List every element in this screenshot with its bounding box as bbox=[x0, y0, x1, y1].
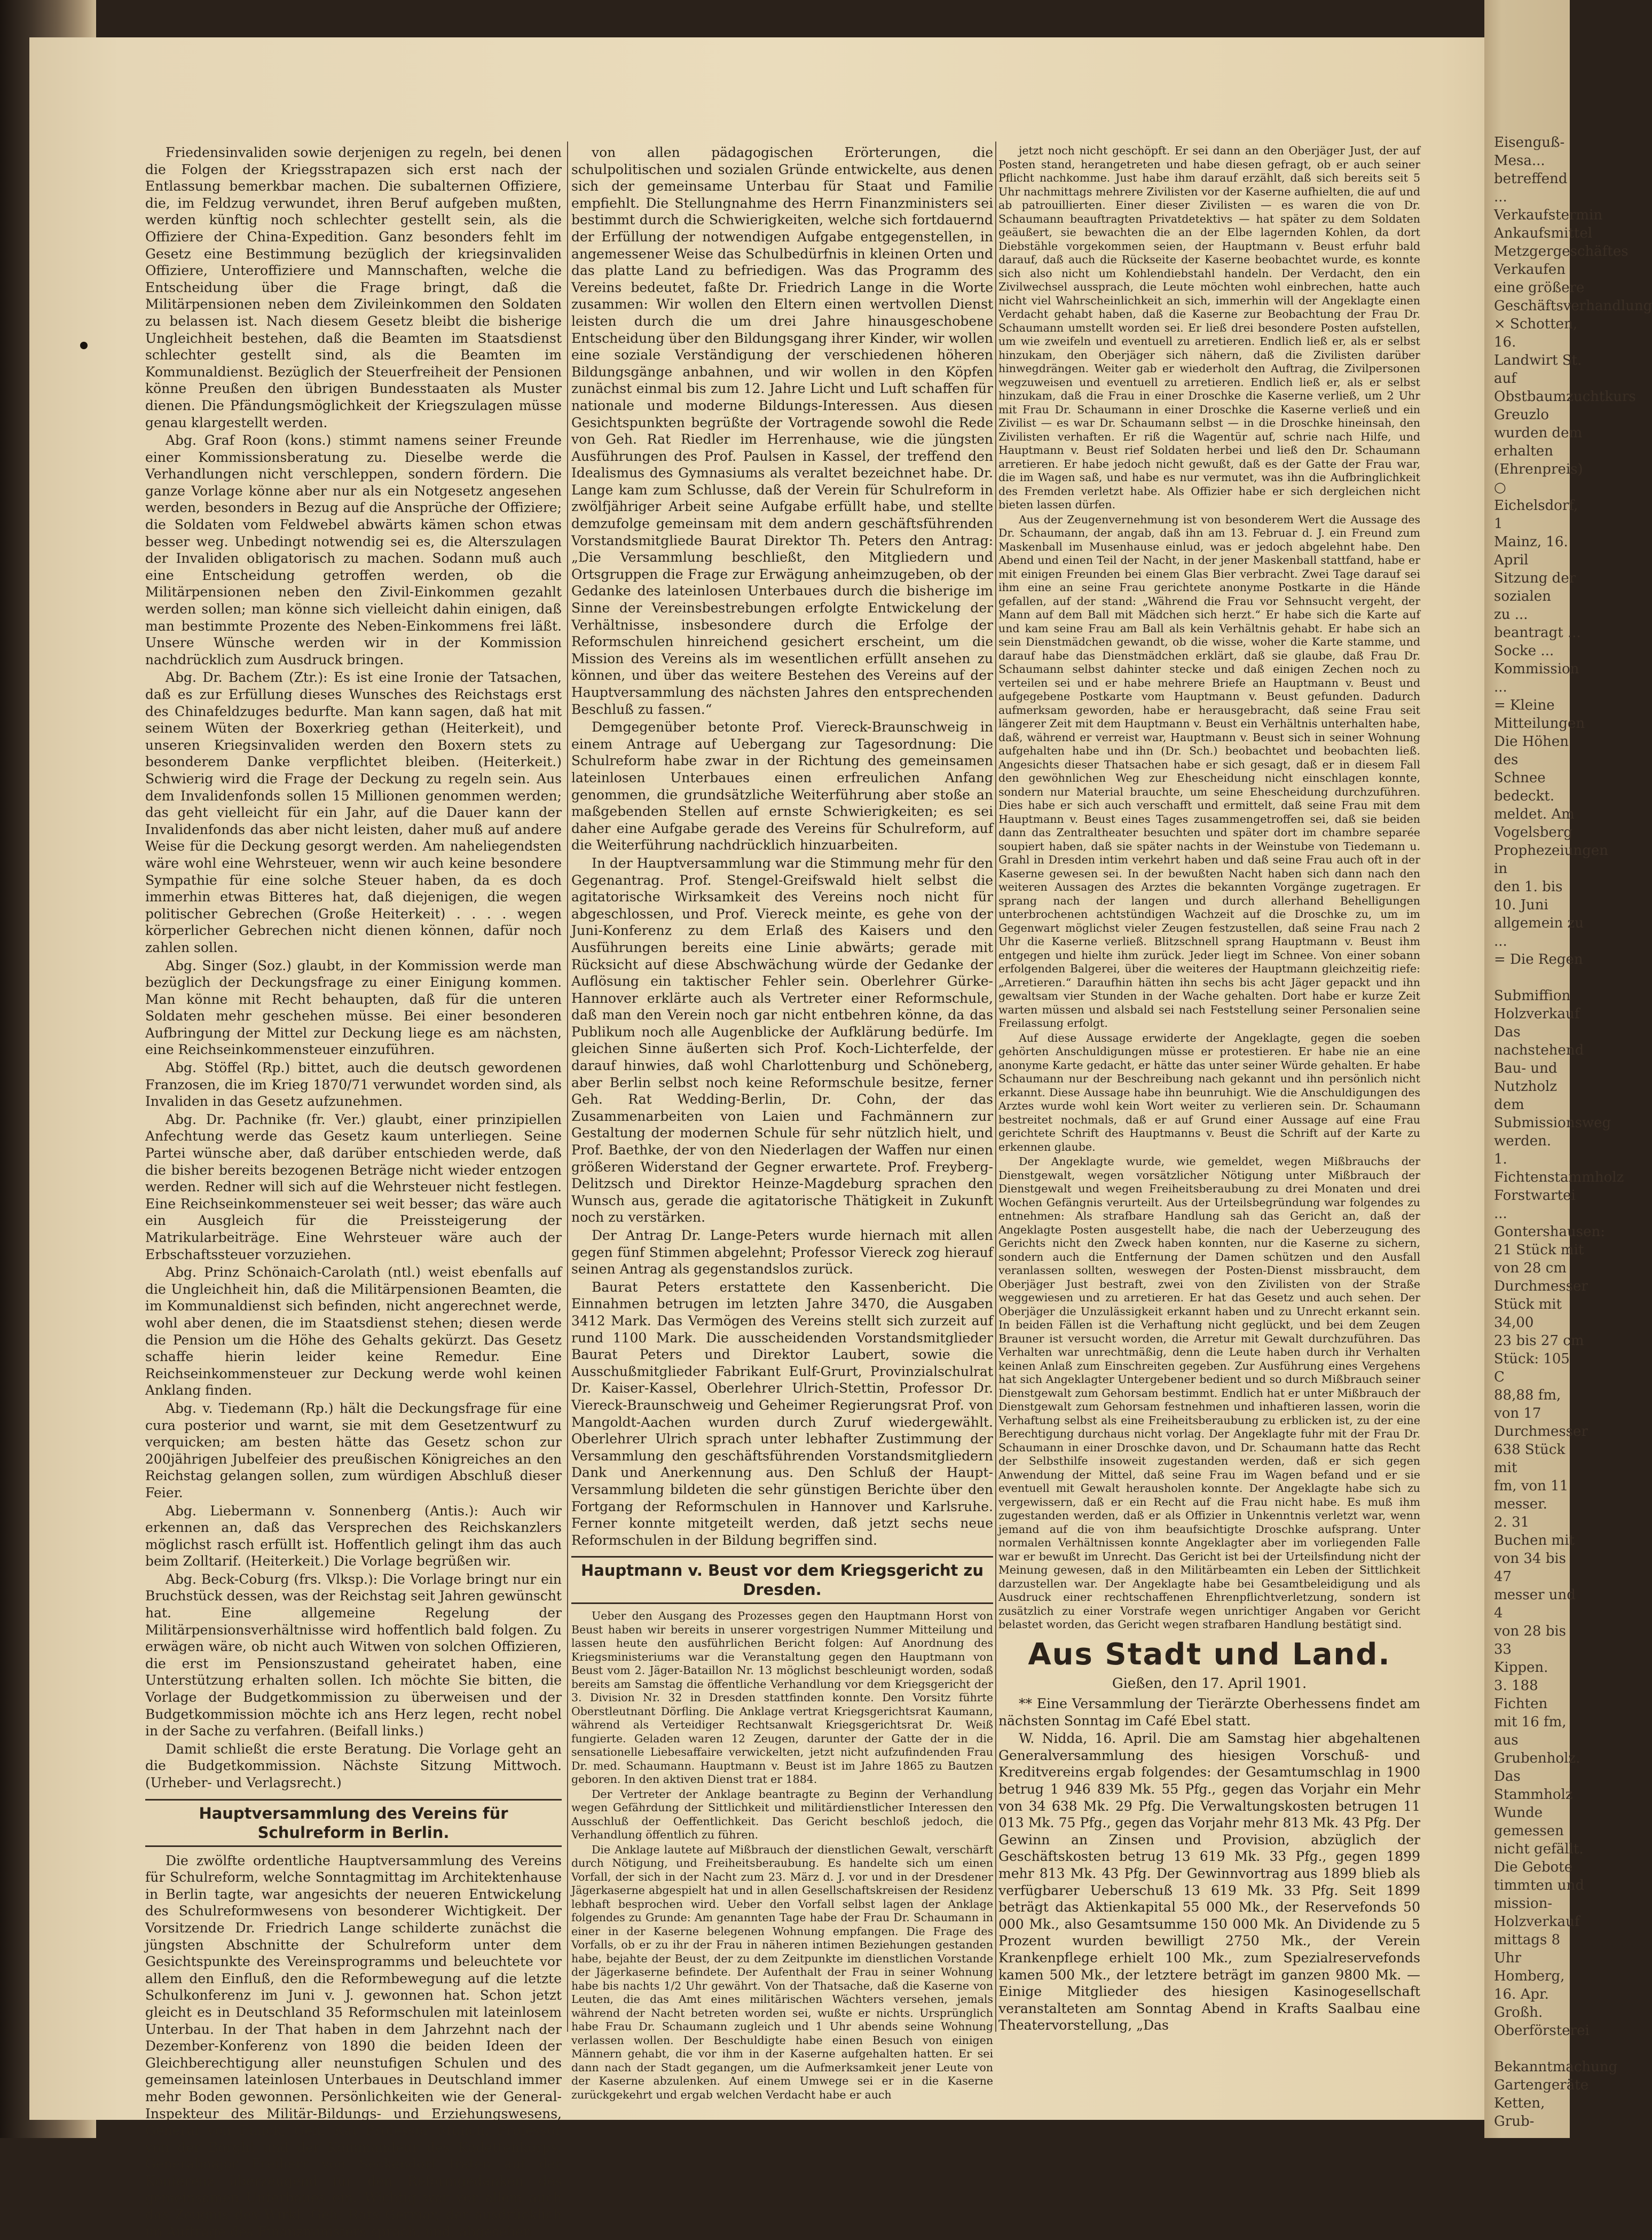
paragraph: Abg. Prinz Schönaich-Carolath (ntl.) weist ebenfalls auf die Ungleichheit hin, daß die Militärpensionen Beamten, die im Kommunaldienst sich befinden, nicht angerechnet werde, wohl aber denen, die im Staatsdienst stehen; diesen werde die Pension um die Höhe des Gehalts gekürzt. Das Gesetz schaffe hierin leider keine Remedur. Eine Reichseinkommensteuer zur Deckung werde wohl keinen Anklang finden. bbox=[145, 1264, 562, 1398]
binding-hole bbox=[80, 342, 88, 349]
paragraph: Abg. Stöffel (Rp.) bittet, auch die deutsch gewordenen Franzosen, die im Krieg 1870/71 verwundet worden sind, als Invaliden in das Gesetz aufzunehmen. bbox=[145, 1060, 562, 1110]
dateline: Gießen, den 17. April 1901. bbox=[1112, 1675, 1307, 1692]
paragraph: Abg. Dr. Pachnike (fr. Ver.) glaubt, einer prinzipiellen Anfechtung werde das Gesetz kaum unterliegen. Seine Partei wünsche aber, daß darüber entschieden werde, daß die bisher bereits bezogenen Beträge nicht wieder entzogen werden. Redner will sich auf die Wehrsteuer nicht festlegen. Eine Reichseinkommensteuer sei weit besser; das wäre auch ein Ausgleich für die Preissteigerung der Matrikularbeiträge. Eine Wehrsteuer wäre auch der Erbschaftssteuer vorzuziehen. bbox=[145, 1111, 562, 1262]
column-rule-2 bbox=[995, 142, 996, 2032]
paragraph: Abg. v. Tiedemann (Rp.) hält die Deckungsfrage für eine cura posterior und warnt, sie mit dem Gesetzentwurf zu verquicken; am besten hätte das Gesetz schon zur 200jährigen Jubelfeier des preußischen Königreiches an den Reichstag gelangen sollen, zum würdigen Abschluß dieser Feier. bbox=[145, 1400, 562, 1500]
paragraph: Die Anklage lautete auf Mißbrauch der dienstlichen Gewalt, verschärft durch Nötigung, und Freiheitsberaubung. Es handelte sich um einen Vorfall, der sich in der Nacht zum 23. März d. J. vor und in der Dresdener Jägerkaserne abgespielt hat und in allen Gesellschaftskreisen der Residenz lebhaft besprochen wird. Ueber den Vorfall selbst lagen der Anklage folgendes zu Grunde: Am genannten Tage habe der Frau Dr. Schaumann in einer in der Kaserne belegenen Wohnung empfangen. Die Frage des Vorfalls, ob er zu ihr der Frau in näheren intimen Beziehungen gestanden habe, bejahte der Beust, der zu dem Zeitpunkte im dienstlichen Vorstande der Jägerkaserne befindete. Der Aufenthalt der Frau in seiner Wohnung habe bis nachts 1/2 Uhr gewährt. Von der Thatsache, daß die Kaserne von Leuten, die das Amt eines militärischen Wächters versehen, jemals während der Nacht betreten worden sei, wußte er nichts. Ursprünglich habe Frau Dr. Schaumann zugleich und 1 Uhr abends seine Wohnung verlassen wollen. Der Beschuldigte habe einen Besuch von einigen Männern gehabt, die vor ihm in der Kaserne aufgehalten hatten. Er sei dann nach der Stadt gegangen, um die Aufmerksamkeit jener Leute von der Kaserne abzulenken. Auf einem Umwege sei er in die Kaserne zurückgekehrt und ergab welchen Verdacht habe er auch bbox=[571, 1843, 993, 2101]
paragraph: W. Nidda, 16. April. Die am Samstag hier abgehaltenen Generalversammlung des hiesigen Vorschuß- und Kreditvereins ergab folgendes: der Gesamtumschlag in 1900 betrug 1 946 839 Mk. 55 Pfg., gegen das Vorjahr ein Mehr von 34 638 Mk. 29 Pfg. Die Verwaltungskosten betrugen 11 013 Mk. 75 Pfg., gegen das Vorjahr mehr 813 Mk. 43 Pfg. Der Gewinn an Zinsen und Provision, abzüglich der Geschäftskosten betrug 13 619 Mk. 33 Pfg., gegen 1899 mehr 813 Mk. 43 Pfg. Der Gewinnvortrag aus 1899 blieb als verfügbarer Ueberschuß 13 619 Mk. 33 Pfg. Seit 1899 beträgt das Aktienkapital 55 000 Mk., der Reservefonds 50 000 Mk., also Gesamtsumme 150 000 Mk. An Dividende zu 5 Prozent wurden bewilligt 2750 Mk., der Verein Krankenpflege erhielt 100 Mk., zum Spezialreservefonds kamen 500 Mk., der letztere beträgt im ganzen 9800 Mk. — Einige Mitglieder des hiesigen Kasinogesellschaft veranstalteten am Sonntag Abend in Krafts Saalbau eine Theatervorstellung, „Das bbox=[998, 1731, 1420, 2033]
column-2 bbox=[571, 144, 993, 2101]
paragraph: Abg. Singer (Soz.) glaubt, in der Kommission werde man bezüglich der Deckungsfrage zu einer Einigung kommen. Man könne mit Recht behaupten, daß für die unteren Soldaten mehr geschehen müsse. Bei einer besonderen Aufbringung der Mittel zur Deckung liege es am nächsten, eine Reichseinkommensteuer einzuführen. bbox=[145, 957, 562, 1058]
paragraph: Der Vertreter der Anklage beantragte zu Beginn der Verhandlung wegen Gefährdung der Sittlichkeit und militärdienstlicher Interessen den Ausschluß der Oeffentlichkeit. Das Gericht beschloß jedoch, die Verhandlung öffentlich zu führen. bbox=[571, 1787, 993, 1842]
paragraph: Demgegenüber betonte Prof. Viereck-Braunschweig in einem Antrage auf Uebergang zur Tagesordnung: Die Schulreform habe zwar in der Richtung des gemeinsamen lateinlosen Unterbaues einen erfreulichen Anfang genommen, die grundsätzliche Weiterführung aber stoße an maßgebenden Stellen auf ernste Schwierigkeiten; es sei daher eine Aufgabe gerade des Vereins für Schulreform, auf die Weiterführung nachdrücklich hinzuarbeiten. bbox=[571, 719, 993, 853]
paragraph: von allen pädagogischen Erörterungen, die schulpolitischen und sozialen Gründe entwickelte, aus denen sich der gemeinsame Unterbau für Staat und Familie empfiehlt. Die Stellungnahme des Herrn Finanzministers sei bestimmt durch die Schwierigkeiten, welche sich fortdauernd der Erfüllung der notwendigen Aufgabe entgegenstellen, in angemessener Weise das Schulbedürfnis in kleinen Orten und das platte Land zu befriedigen. Was das Programm des Vereins bedeutet, faßte Dr. Friedrich Lange in die Worte zusammen: Wir wollen den Eltern einen wertvollen Dienst leisten durch die um drei Jahre hinausgeschobene Entscheidung über den Bildungsgang ihrer Kinder, wir wollen eine soziale Verständigung der verschiedenen höheren Bildungsgänge anbahnen, und wir wollen in den Köpfen zunächst einmal bis zum 12. Jahre Licht und Luft schaffen für nationale und moderne Bildungs-Interessen. Aus diesen Gesichtspunkten begrüßte der Vortragende sowohl die Rede von Geh. Rat Riedler im Herrenhause, wie die jüngsten Ausführungen des Prof. Paulsen in Kassel, der treffend den Idealismus des Gymnasiums als veraltet bezeichnet habe. Dr. Lange kam zum Schlusse, daß der Verein für Schulreform in zwölfjähriger Arbeit seine Aufgabe erfüllt habe, und stellte demzufolge gemeinsam mit dem andern geschäftsführenden Vorstandsmitgliede Baurat Direktor Th. Peters den Antrag: „Die Versammlung beschließt, den Mitgliedern und Ortsgruppen die Frage zur Erwägung anheimzugeben, ob der Gedanke des lateinlosen Unterbaues durch die bisherige im Sinne der Vereinsbestrebungen erfolgte Entwickelung der Verhältnisse, insbesondere durch die Erfolge der Reformschulen hinreichend gesichert erscheint, um die Mission des Vereins als im wesentlichen erfüllt ansehen zu können, und über das weitere Bestehen des Vereins auf der Hauptversammlung des nächsten Jahres den entsprechenden Beschluß zu fassen.“ bbox=[571, 145, 993, 717]
section-heading-kriegsgericht: Hauptmann v. Beust vor dem Kriegsgericht zu Dresden. bbox=[571, 1556, 993, 1604]
adjacent-page-fragments: Eisenguß-Mesa... betreffend ... Verkaufstermin Ankaufsmittel Metzgergeschäftes Verkaufen eine größere Geschäftsverhandlung × Schotten, 16. Landwirt St. auf Obstbaumzuchtkurs Greuzlo wurden dem erhalten (Ehrenpreis) ○ Eichelsdorf, 1 Mainz, 16. April Sitzung der sozialen zu ... beantragt ... Socke ... Kommission ... = Kleine Mitteilungen Die Höhen des Schnee bedeckt. meldet. Am Vogelsberg Prophezeiungen in den 1. bis 10. Juni allgemein zu ... = Die Regen Submiffion Holzverkauf Das nachstehend Bau- und Nutzholz dem Submissionsweg werden. 1. Fichtenstammholz Forstwartei ... Gontershausen: 21 Stück mit von 28 cm Durchmesser Stück mit 34,00 23 bis 27 cm Stück: 105 C 88,88 fm, von 17 Durchmesser 638 Stück mit fm, von 11 messer. 2. 31 Buchen mit von 34 bis 47 messer und 4 von 28 bis 33 Kippen. 3. 188 Fichten mit 16 fm, aus Grubenholz. Das Stammholz Wunde gemessen nicht gefällt. Die Gebote timmten und mission-Holzverkauf mittags 8 Uhr Homberg, 16. Apr. Großh. Oberförsterei Bekanntmachung Gartengeräte Ketten, Grub- bbox=[1494, 135, 1652, 2129]
paragraph: jetzt noch nicht geschöpft. Er sei dann an den Oberjäger Just, der auf Posten stand, herangetreten und habe diesen gefragt, ob er auch seiner Pflicht nachkomme. Just habe ihm darauf erzählt, daß sich bereits seit 5 Uhr nachmittags mehrere Zivilisten vor der Kaserne aufhielten, die auf und ab patrouillierten. Einer dieser Zivilisten — es waren die von Dr. Schaumann beauftragten Privatdetektivs — hat später zu dem Soldaten geäußert, sie bewachten die an der Elbe lagernden Kohlen, da dort Diebstähle vorgekommen seien, der Hauptmann v. Beust erfuhr bald darauf, daß auch die Rückseite der Kaserne beobachtet wurde, es konnte sich also nicht um Kohlendiebstahl handeln. Der Verdacht, den ein Zivilwechsel aussprach, die Leute möchten wohl einbrechen, hatte auch nicht viel Wahrscheinlichkeit an sich, immerhin will der Angeklagte einen Verdacht gehabt haben, daß die Kaserne zur Beobachtung der Frau Dr. Schaumann umstellt worden sei. Er ließ drei besondere Posten aufstellen, um wie zweifeln und eventuell zu arretieren. Endlich ließ er, als er selbst hinzukam, den Oberjäger sich nähern, daß die Zivilisten darüber hinwegdrängen. Weiter gab er wiederholt den Auftrag, die Zivilpersonen wegzuweisen und eventuell zu arretieren. Endlich ließ er, als er selbst hinzukam, daß die Frau in einer Droschke die Kaserne verließ, um 2 Uhr mit Frau Dr. Schaumann in einer Droschke die Kaserne verließ und ein Zivilist — es war Dr. Schaumann selbst — in die Droschke hineinsah, den Zivilisten verhaften. Er riß die Wagentür auf, schrie nach Hilfe, und Hauptmann v. Beust rief Soldaten herbei und ließ den Dr. Schaumann arretieren. Er habe jedoch nicht gewußt, daß es der Gatte der Frau war, die im Wagen saß, und habe es nur vermutet, was ihn die Aufbringlichkeit des Fremden verletzt habe. Als Offizier habe er sich dergleichen nicht bieten lassen dürfen. bbox=[998, 144, 1420, 511]
paragraph: Ueber den Ausgang des Prozesses gegen den Hauptmann Horst von Beust haben wir bereits in unserer vorgestrigen Nummer Mitteilung und lassen heute den ausführlichen Bericht folgen: Auf Anordnung des Kriegsministeriums war die Veranstaltung gegen den Hauptmann von Beust vom 2. Jäger-Bataillon Nr. 13 möglichst beschleunigt worden, sodaß bereits am Samstag die öffentliche Verhandlung vor dem Kriegsgericht der 3. Division Nr. 32 in Dresden stattfinden konnte. Den Vorsitz führte Oberstleutnant Dörfling. Die Anklage vertrat Kriegsgerichtsrat Kaumann, während als Verteidiger Rechtsanwalt Kriegsgerichtsrat Dr. Weiß fungierte. Geladen waren 12 Zeugen, darunter der Gatte der in die sensationelle Liebesaffaire verwickelten, jetzt nicht aufzufindenden Frau Dr. med. Schaumann. Hauptmann v. Beust ist im Jahre 1865 zu Bautzen geboren. In den aktiven Dienst trat er 1884. bbox=[571, 1609, 993, 1786]
column-3 bbox=[998, 144, 1420, 2033]
paragraph: Die zwölfte ordentliche Hauptversammlung des Vereins für Schulreform, welche Sonntagmittag im Architektenhause in Berlin tagte, war angesichts der neueren Entwickelung des Schulreformwesens von besonderer Wichtigkeit. Der Vorsitzende Dr. Friedrich Lange schilderte zunächst die jüngsten Abschnitte der Schulreform unter dem Gesichtspunkte des Vereinsprogramms und beleuchtete vor allem den Einfluß, den die Reformbewegung auf die letzte Schulkonferenz im Juni v. J. gewonnen hat. Schon jetzt gleicht es in Deutschland 35 Reformschulen mit lateinlosem Unterbau. In der That haben in dem Jahrzehnt nach der Dezember-Konferenz von 1890 die beiden Ideen der Gleichberechtigung aller neunstufigen Schulen und des gemeinsamen lateinlosen Unterbaues in Deutschland immer mehr Boden gewonnen. Persönlichkeiten wie der General-Inspekteur des Militär-Bildungs- und Erziehungswesens, General von Funck, Geh. Rat Professor Münch, Professor von der Borght und der Kommandeur des Kadettenkorps, Generalmajor Freiherr von Seckendorf traten auf der Konferenz überzeugend für den Reformgedanken des gemeinsamen Unterbaues ein. Wichtig war vor allem auch das Zeugnis des Wirkl. Geh. Rats Germar, der ausdrücklich im Auftrage des Finanzministers sprach, und, abgesehen bbox=[145, 1852, 562, 2239]
section-heading-schulreform: Hauptversammlung des Vereins für Schulreform in Berlin. bbox=[145, 1799, 562, 1847]
paragraph: Auf diese Aussage erwiderte der Angeklagte, gegen die soeben gehörten Anschuldigungen müsse er protestieren. Er habe nie an eine anonyme Karte gedacht, er hätte das unter seiner Würde gehalten. Er habe Schaumann nur der Beschreibung nach gekannt und ihn persönlich nicht erkannt. Diese Aussage habe ihn beunruhigt. Wie die Anschuldigungen des Arztes wurde wohl kein Wort weiter zu verlieren sein. Dr. Schaumann bestreitet nochmals, daß er auf Grund einer Aussage auf eine Frau gerichtete Schrift des Hauptmanns v. Beust die Schrift auf der Karte zu erkennen glaube. bbox=[998, 1031, 1420, 1153]
paragraph: ** Eine Versammlung der Tierärzte Oberhessens findet am nächsten Sonntag im Café Ebel statt. bbox=[998, 1696, 1420, 1728]
adjacent-page-edge bbox=[1484, 0, 1652, 2138]
paragraph: Abg. Dr. Bachem (Ztr.): Es ist eine Ironie der Tatsachen, daß es zur Erfüllung dieses Wunsches des Reichstags erst des Chinafeldzuges bedurfte. Man kann sagen, daß hat mit seinem Wüten der Boxerkrieg gethan (Heiterkeit), und unseren Kriegsinvaliden werden den Boxern stets zu besonderem Danke verpflichtet bleiben. (Heiterkeit.) Schwierig wird die Frage der Deckung zu regeln sein. Aus dem Invalidenfonds sollen 15 Millionen genommen werden; das geht vielleicht für ein Jahr, auf die Dauer kann der Invalidenfonds das aber nicht leisten, daher muß auf andere Weise für die Deckung gesorgt werden. Am naheliegendsten wäre wohl eine Wehrsteuer, wenn wir auch keine besondere Sympathie für eine solche Steuer haben, da es doch immerhin etwas Bitteres hat, daß diejenigen, die wegen politischer Gebrechen (Große Heiterkeit) . . . . wegen körperlicher Gebrechen nicht dienen können, dafür noch zahlen sollen. bbox=[145, 670, 562, 955]
paragraph: Baurat Peters erstattete den Kassenbericht. Die Einnahmen betrugen im letzten Jahre 3470, die Ausgaben 3412 Mark. Das Vermögen des Vereins stellt sich zurzeit auf rund 1100 Mark. Die ausscheidenden Vorstandsmitglieder Baurat Peters und Direktor Laubert, sowie die Ausschußmitglieder Fabrikant Eulf-Grurt, Provinzialschulrat Dr. Kaiser-Kassel, Oberlehrer Ulrich-Stettin, Professor Dr. Viereck-Braunschweig und Geheimer Regierungsrat Prof. von Mangoldt-Aachen wurden durch Zuruf wiedergewählt. Oberlehrer Ulrich sprach unter lebhafter Zustimmung der Versammlung den geschäftsführenden Vorstandsmitgliedern Dank und Anerkennung aus. Den Schluß der Haupt-Versammlung bildeten die sehr günstigen Berichte über den Fortgang der Reformschulen in Hannover und Karlsruhe. Ferner konnte mitgeteilt werden, daß jetzt sechs neue Reformschulen in der Bildung begriffen sind. bbox=[571, 1279, 993, 1548]
column-1 bbox=[145, 144, 562, 2239]
paragraph: Damit schließt die erste Beratung. Die Vorlage geht an die Budgetkommission. Nächste Sitzung Mittwoch. (Urheber- und Verlagsrecht.) bbox=[145, 1741, 562, 1790]
section-heading-stadt-und-land: Aus Stadt und Land. bbox=[1028, 1637, 1391, 1672]
paragraph: Abg. Beck-Coburg (frs. Vlksp.): Die Vorlage bringt nur ein Bruchstück dessen, was der Reichstag seit Jahren gewünscht hat. Eine allgemeine Regelung der Militärpensionsverhältnisse wird hoffentlich bald folgen. Zu erwägen wäre, ob nicht auch Witwen von solchen Offizieren, die erst im Pensionszustand geheiratet haben, eine Unterstützung erhalten sollen. Ich möchte Sie bitten, die Vorlage der Budgetkommission zu überweisen und der Budgetkommission möchte ich ans Herz legen, recht nobel in der Sache zu verfahren. (Beifall links.) bbox=[145, 1571, 562, 1739]
paragraph: Abg. Liebermann v. Sonnenberg (Antis.): Auch wir erkennen an, daß das Versprechen des Reichskanzlers möglichst rasch erfüllt ist. Hoffentlich gelingt ihm das auch beim Zolltarif. (Heiterkeit.) Die Vorlage begrüßen wir. bbox=[145, 1503, 562, 1569]
paragraph: Friedensinvaliden sowie derjenigen zu regeln, bei denen die Folgen der Kriegsstrapazen sich erst nach der Entlassung bemerkbar machen. Die subalternen Offiziere, die, im Feldzug verwundet, ihren Beruf aufgeben mußten, werden künftig noch schlechter gestellt sein, als die Offiziere der China-Expedition. Ganz besonders fehlt im Gesetz eine Bestimmung bezüglich der kriegsinvaliden Offiziere, Unteroffiziere und Mannschaften, welche die Entscheidung über die Frage bringt, daß die Militärpensionen neben dem Zivileinkommen den Soldaten zu belassen ist. Nach diesem Gesetz bleibt die bisherige Ungleichheit bestehen, daß die Beamten im Staatsdienst schlechter gestellt sind, als die Beamten im Kommunaldienst. Bezüglich der Steuerfreiheit der Pensionen könne Preußen den übrigen Bundesstaaten als Muster dienen. Die Pfändungsmöglichkeit der Kriegszulagen müsse genau klargestellt werden. bbox=[145, 145, 562, 430]
column-rule-1 bbox=[567, 142, 568, 2032]
paragraph: Aus der Zeugenvernehmung ist von besonderem Wert die Aussage des Dr. Schaumann, der angab, daß ihn am 13. Februar d. J. ein Freund zum Maskenball im Musenhause einlud, was er jedoch abgelehnt habe. Den Abend und einen Teil der Nacht, in der jener Maskenball stattfand, habe er mit einigen Freunden bei einem Glas Bier verbracht. Zwei Tage darauf sei ihm eine an seine Frau gerichtete anonyme Postkarte in die Hände gefallen, auf der stand: „Während die Frau vor Sehnsucht vergeht, der Mann auf dem Ball mit Mädchen sich herzt.“ Er habe sich die Karte auf und kam seine Frau am Ball als kein Verhältnis gehabt. Er habe sich an sein Dienstmädchen gewandt, ob die wisse, woher die Karte stamme, und darauf habe das Dienstmädchen erklärt, daß sie glaube, daß Frau Dr. Schaumann selbst dahinter stecke und daß einigen Zechen noch zu verteilen sei und er habe mehrere Briefe an Hauptmann v. Beust und aufgegebene Postkarte vom Hauptmann v. Beust gefunden. Dadurch aufmerksam geworden, habe er herausgebracht, daß seine Frau seit längerer Zeit mit dem Hauptmann v. Beust ein Verhältnis unterhalten habe, daß, während er verreist war, Hauptmann v. Beust sich in seiner Wohnung aufgehalten habe und ihn (Dr. Sch.) beobachtet und beobachten ließ. Angesichts dieser Thatsachen habe er sich gesagt, daß er in diesem Fall den gewöhnlichen Weg zur Ehescheidung nicht einschlagen konnte, sondern nur Material brauchte, um seine Ehescheidung durchzuführen. Dies habe er sich auch verschafft und ermittelt, daß seine Frau mit dem Hauptmann v. Beust eines Tages zusammengetroffen sei, daß sie beiden dann das Zentraltheater besuchten und später dort im chambre separée soupiert haben, daß sie später nachts in der Weinstube von Tiedemann u. Grahl in Dresden intim verkehrt haben und daß seine Frau auch oft in der Kaserne gewesen sei. In der bewußten Nacht haben sich dann nach den weiteren Aussagen des Arztes die bekannten Vorgänge zugetragen. Er sprang nach der langen und durch allerhand Behelligungen unterbrochenen achtstündigen Wachzeit auf die Droschke zu, um im Gegenwart möglichst vieler Zeugen festzustellen, daß seine Frau nach 2 Uhr die Kaserne verließ. Blitzschnell sprang Hauptmann v. Beust ihm entgegen und hielte ihm zurück. Jeder liegt im Schnee. Von einer sobann erfolgenden Balgerei, über die weiteres der Hauptmann gleichzeitig riefe: „Arretieren.“ Daraufhin hätten ihn sechs bis acht Jäger gepackt und ihn gewaltsam vier Stunden in der Wache gehalten. Dort habe er kurze Zeit warten müssen und alsbald sei nach Feststellung seiner Personalien seine Freilassung erfolgt. bbox=[998, 513, 1420, 1029]
paragraph: Der Antrag Dr. Lange-Peters wurde hiernach mit allen gegen fünf Stimmen abgelehnt; Professor Viereck zog hierauf seinen Antrag als gegenstandslos zurück. bbox=[571, 1228, 993, 1277]
paragraph: Abg. Graf Roon (kons.) stimmt namens seiner Freunde einer Kommissionsberatung zu. Dieselbe werde die Verhandlungen nicht verschleppen, sondern fördern. Die ganze Vorlage könne aber nur als ein Notgesetz angesehen werden, besonders in Bezug auf die Ansprüche der Offiziere; die Soldaten vom Feldwebel abwärts kämen schon etwas besser weg. Unbedingt notwendig sei es, die Alterszulagen der Invaliden obligatorisch zu machen. Sodann muß auch eine Entscheidung getroffen werden, ob die Militärpensionen neben den Zivil-Einkommen gezahlt werden sollen; man könne sich vielleicht dahin einigen, daß man bestimmte Prozente des Neben-Einkommens frei läßt. Unsere Wünsche werden wir in der Kommission nachdrücklich zum Ausdruck bringen. bbox=[145, 433, 562, 667]
paragraph: Der Angeklagte wurde, wie gemeldet, wegen Mißbrauchs der Dienstgewalt, wegen vorsätzlicher Nötigung unter Mißbrauch der Dienstgewalt und wegen Freiheitsberaubung zu drei Monaten und drei Wochen Gefängnis verurteilt. Aus der Urteilsbegründung war folgendes zu entnehmen: Als strafbare Handlung sah das Gericht an, daß der Angeklagte Posten ausgestellt habe, die nach der Ueberzeugung des Gerichts nicht den Zweck haben konnten, nur die Kaserne zu sichern, sondern auch die Entfernung der Damen schützen und den Ausfall veranlassen sollten, weswegen der Posten-Dienst missbraucht, dem Oberjäger Just bestraft, zwei von den Zivilisten von der Straße weggewiesen und zu arretieren. Er hat das Gesetz und auch sehen. Der Oberjäger die Unzulässigkeit erkannt haben und zu Unrecht erkannt sein. In beiden Fällen ist die Verhaftung nicht geglückt, und bei dem Zeugen Brauner ist versucht worden, die Arretur mit Gewalt durchzuführen. Das Verhalten war unrechtmäßig, denn die Leute haben durch ihr Verhalten keinen Anlaß zum Einschreiten gegeben. Zur Ausführung eines Vergehens hat sich Angeklagter Untergebener bedient und so durch Mißbrauch seiner Dienstgewalt zum Gehorsam bestimmt. Endlich hat er unter Mißbrauch der Dienstgewalt zum Gehorsam festnehmen und inhaftieren lassen, worin die Verhaftung selbst als eine Freiheitsberaubung zu erblicken ist, zu der eine Berechtigung durchaus nicht vorlag. Der Angeklagte fuhr mit der Frau Dr. Schaumann in einer Droschke davon, und Dr. Schaumann hatte das Recht der Selbsthilfe insoweit zugestanden werden, daß er sich gegen Anwendung der Mittel, daß seine Frau im Wagen befand und er sie eventuell mit Gewalt herausholen konnte. Der Angeklagte habe sich zu vergewissern, daß er ein Recht auf die Frau nicht habe. Es muß ihm zugestanden werden, daß er als Offizier in Unkenntnis verletzt war, wenn jemand auf die von ihm beaufsichtigte Droschke aufsprang. Unter normalen Verhältnissen konnte Angeklagter aber im vorliegenden Falle war er bewußt im Unrecht. Das Gericht ist bei der Urteilsfindung nicht der Meinung gewesen, daß in den Militärbeamten ein Leben der Sittlichkeit darzustellen war. Der Angeklagte habe bei Gesamtbeleidigung und als Ausdruck einer rechtschaffenen Ehrenpflichtverletzung, sondern ist zusätzlich zu einer Vorstrafe wegen unrichtiger Angaben vor Gericht belastet worden, das Gericht wegen strafbaren Handlung bestätigt sind. bbox=[998, 1155, 1420, 1631]
paragraph: In der Hauptversammlung war die Stimmung mehr für den Gegenantrag. Prof. Stengel-Greifswald hielt selbst die agitatorische Wirksamkeit des Vereins noch nicht für abgeschlossen, und Prof. Viereck meinte, es gehe von der Juni-Konferenz zu dem Erlaß des Kaisers und den Ausführungen bereits eine Linie abwärts; gerade mit Rücksicht auf diese Abschwächung würde der Gedanke der Auflösung ein taktischer Fehler sein. Oberlehrer Gürke-Hannover erklärte auch als Vertreter einer Reformschule, daß man den Verein noch gar nicht entbehren könne, da das Publikum noch alle Augenblicke der Aufklärung bedürfe. Im gleichen Sinne äußerten sich Prof. Koch-Lichterfelde, der darauf hinwies, daß wohl Charlottenburg und Schöneberg, aber Berlin selbst noch keine Reformschule besitze, ferner Geh. Rat Wedding-Berlin, Dr. Cohn, der das Zusammenarbeiten von Laien und Fachmännern zur Gestaltung der modernen Schule für sehr nützlich hielt, und Prof. Baethke, der von den Niederlagen der Waffen nur einen größeren Widerstand der Gegner erwartete. Prof. Freyberg-Delitzsch und Direktor Heinze-Magdeburg sprachen den Wunsch aus, gerade die agitatorische Thätigkeit in Zukunft noch zu verstärken. bbox=[571, 855, 993, 1225]
